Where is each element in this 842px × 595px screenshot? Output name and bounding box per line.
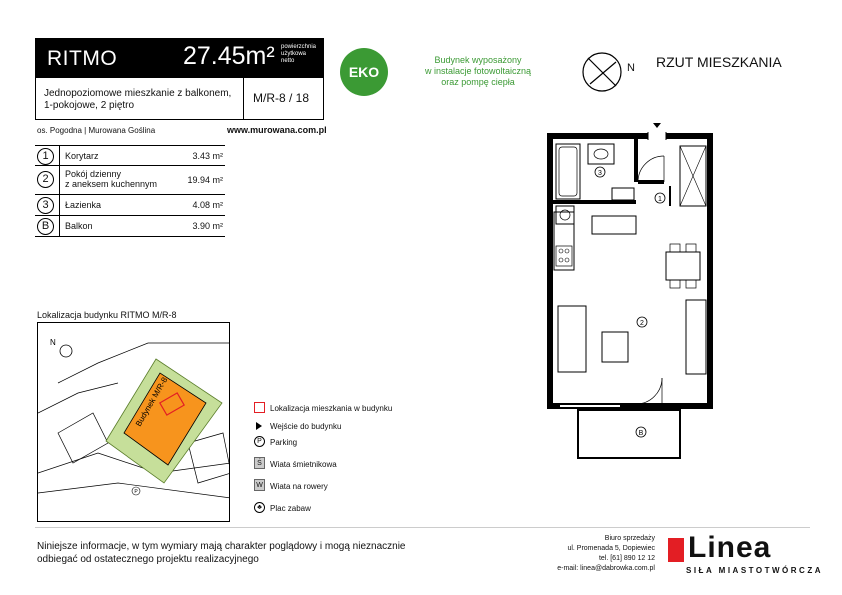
room-row — [35, 166, 225, 195]
divider — [59, 216, 60, 236]
room-row — [35, 195, 225, 216]
legend-label: Wiata śmietnikowa — [270, 460, 337, 469]
room-label-b: B — [638, 430, 644, 437]
eko-description — [418, 55, 538, 88]
room-number: 1 — [37, 148, 54, 165]
sales-email[interactable]: e-mail: linea@dabrowka.com.pl — [557, 565, 655, 572]
room-label-2: 2 — [640, 320, 644, 327]
disclaimer — [37, 540, 417, 566]
building-label: Budynek M/R-8 — [133, 375, 170, 428]
location-text: os. Pogodna | Murowana Goślina — [37, 126, 156, 135]
room-name: Łazienka — [65, 200, 102, 210]
sink — [588, 144, 614, 164]
area-unit-line1: powierzchnia — [281, 44, 317, 50]
disclaimer-line1: Niniejsze informacje, w tym wymiary mają charakter poglądowy i mogą nieznacznie — [37, 541, 406, 552]
legend-label: Wejście do budynku — [270, 422, 342, 431]
apartment-marker-icon — [254, 402, 265, 413]
map-parking-marker: P — [134, 489, 138, 495]
legend-label: Plac zabaw — [270, 504, 311, 513]
trash-shelter-icon: Ś — [254, 457, 265, 469]
sales-phone: tel. [61] 890 12 12 — [598, 555, 655, 562]
divider — [59, 166, 60, 194]
bike-shelter-icon: W — [254, 479, 265, 491]
description-line2: 1-pokojowe, 2 piętro — [44, 100, 135, 111]
room-row — [35, 145, 225, 166]
entry-arrow-icon — [653, 123, 661, 128]
dining-table — [666, 252, 700, 280]
apartment-code: M/R-8 / 18 — [253, 91, 310, 105]
kitchen-counter — [554, 212, 574, 270]
playground-icon: ♣ — [254, 502, 265, 513]
apartment-description-block — [35, 78, 324, 120]
sofa — [558, 306, 586, 372]
divider — [59, 195, 60, 215]
area-unit-line2: użytkowa — [281, 51, 307, 57]
north-label: N — [627, 62, 635, 74]
disclaimer-line2: odbiegać od ostatecznego projektu realizacyjnego — [37, 554, 259, 565]
sales-address: ul. Promenada 5, Dopiewiec — [567, 545, 655, 552]
balcony — [578, 410, 680, 458]
header-title-block — [35, 38, 324, 78]
divider — [59, 146, 60, 165]
brand-logo-mark — [668, 538, 684, 562]
room-area: 4.08 m² — [192, 200, 223, 210]
legend-label: Parking — [270, 438, 298, 447]
area-unit-note — [281, 44, 316, 65]
apartment-description — [44, 88, 244, 112]
website-link[interactable]: www.murowana.com.pl — [227, 125, 327, 135]
compass-icon — [580, 50, 624, 94]
room-number: 3 — [37, 197, 54, 214]
legend-label: Lokalizacja mieszkania w budynku — [270, 404, 393, 413]
room-name: Balkon — [65, 221, 93, 231]
sales-title: Biuro sprzedaży — [604, 535, 655, 542]
plan-title: RZUT MIESZKANIA — [656, 54, 782, 70]
footer-divider — [35, 527, 810, 528]
room-name — [65, 169, 157, 189]
apartment-area: 27.45m² — [183, 42, 275, 70]
map-north: N — [50, 338, 56, 347]
map-title: Lokalizacja budynku RITMO M/R-8 — [37, 310, 177, 320]
eko-line3: oraz pompę ciepła — [441, 77, 515, 87]
room-number: B — [37, 218, 54, 235]
sales-office-info — [540, 534, 655, 574]
room-label-3: 3 — [598, 170, 602, 177]
eko-badge: EKO — [340, 48, 388, 96]
room-number: 2 — [37, 171, 54, 188]
room-name-line1: Pokój dzienny — [65, 169, 122, 179]
room-row — [35, 216, 225, 237]
brand-tagline: SIŁA MIASTOTWÓRCZA — [686, 566, 823, 575]
bathtub — [556, 144, 580, 199]
legend-label: Wiata na rowery — [270, 482, 328, 491]
eko-line1: Budynek wyposażony — [434, 55, 522, 65]
room-name: Korytarz — [65, 151, 99, 161]
room-area: 3.43 m² — [192, 151, 223, 161]
parking-icon: P — [254, 436, 265, 447]
area-unit-line3: netto — [281, 58, 295, 64]
entrance-arrow-icon — [256, 422, 262, 430]
building-name: RITMO — [47, 47, 118, 70]
rooms-table — [35, 145, 225, 237]
brand-logo-text: Linea — [688, 531, 772, 564]
location-map — [37, 322, 230, 522]
floor-plan — [540, 120, 720, 470]
room-label-1: 1 — [658, 196, 662, 203]
room-name-line2: z aneksem kuchennym — [65, 179, 158, 189]
room-area: 19.94 m² — [187, 175, 223, 185]
room-area: 3.90 m² — [192, 221, 223, 231]
divider — [243, 78, 244, 119]
description-line1: Jednopoziomowe mieszkanie z balkonem, — [44, 88, 232, 99]
eko-line2: w instalacje fotowoltaiczną — [424, 66, 532, 76]
